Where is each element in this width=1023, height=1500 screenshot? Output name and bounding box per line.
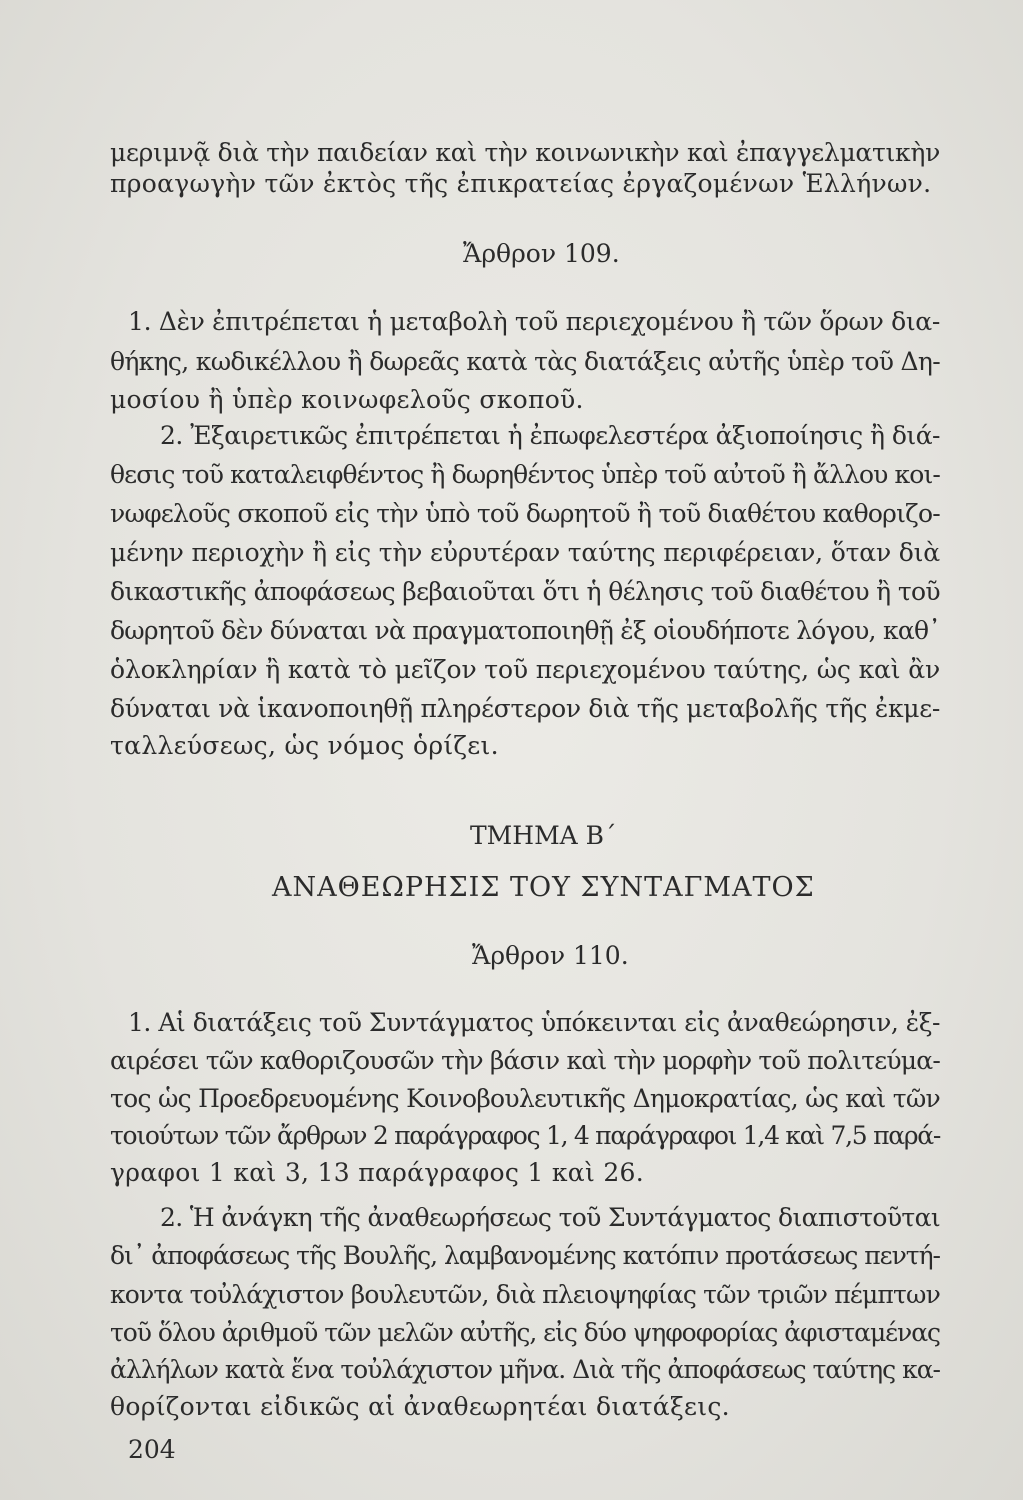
text-line: τοιούτων τῶν ἄρθρων 2 παράγραφος 1, 4 παράγραφοι 1,4 καὶ 7,5 παρά- [110,1121,940,1150]
text-line: δύναται νὰ ἱκανοποιηθῇ πληρέστερον διὰ τῆς μεταβολῆς τῆς ἐκμε- [110,694,940,723]
text-line: θήκης, κωδικέλλου ἢ δωρεᾶς κατὰ τὰς διατάξεις αὐτῆς ὑπὲρ τοῦ Δη- [110,347,940,376]
text-line: 2. Ἡ ἀνάγκη τῆς ἀναθεωρήσεως τοῦ Συντάγματος διαπιστοῦται [160,1203,940,1232]
text-line: μοσίου ἢ ὑπὲρ κοινωφελοῦς σκοποῦ. [110,385,584,414]
text-line: κοντα τοὐλάχιστον βουλευτῶν, διὰ πλειοψηφίας τῶν τριῶν πέμπτων [110,1280,940,1309]
text-line: δι᾽ ἀποφάσεως τῆς Βουλῆς, λαμβανομένης κατόπιν προτάσεως πεντή- [110,1241,940,1270]
text-line: ταλλεύσεως, ὡς νόμος ὁρίζει. [110,731,499,760]
page-number: 204 [128,1435,176,1464]
text-line: 1. Δὲν ἐπιτρέπεται ἡ μεταβολὴ τοῦ περιεχομένου ἢ τῶν ὅρων δια- [128,307,940,336]
text-line: αιρέσει τῶν καθοριζουσῶν τὴν βάσιν καὶ τὴν μορφὴν τοῦ πολιτεύμα- [110,1046,940,1075]
section-label: ΤΜΗΜΑ Β΄ [470,821,617,850]
text-line: τος ὡς Προεδρευομένης Κοινοβουλευτικῆς Δημοκρατίας, ὡς καὶ τῶν [110,1084,940,1113]
text-line: νωφελοῦς σκοποῦ εἰς τὴν ὑπὸ τοῦ δωρητοῦ ἢ τοῦ διαθέτου καθοριζο- [110,499,940,528]
text-line: θορίζονται εἰδικῶς αἱ ἀναθεωρητέαι διατάξεις. [110,1392,730,1421]
article-110-heading: Ἄρθρον 110. [472,941,629,970]
text-line: μεριμνᾷ διὰ τὴν παιδείαν καὶ τὴν κοινωνικὴν καὶ ἐπαγγελματικὴν [110,138,940,167]
text-line: γραφοι 1 καὶ 3, 13 παράγραφος 1 καὶ 26. [110,1158,644,1187]
text-line: θεσις τοῦ καταλειφθέντος ἢ δωρηθέντος ὑπὲρ τοῦ αὐτοῦ ἢ ἄλλου κοι- [110,460,940,489]
text-line: ὁλοκληρίαν ἢ κατὰ τὸ μεῖζον τοῦ περιεχομένου ταύτης, ὡς καὶ ἂν [110,655,940,684]
text-line: δωρητοῦ δὲν δύναται νὰ πραγματοποιηθῇ ἐξ οἱουδήποτε λόγου, καθ᾽ [110,616,940,645]
text-line: 1. Αἱ διατάξεις τοῦ Συντάγματος ὑπόκεινται εἰς ἀναθεώρησιν, ἐξ- [128,1008,940,1037]
text-line: προαγωγὴν τῶν ἐκτὸς τῆς ἐπικρατείας ἐργαζομένων Ἑλλήνων. [110,169,932,198]
text-line: δικαστικῆς ἀποφάσεως βεβαιοῦται ὅτι ἡ θέλησις τοῦ διαθέτου ἢ τοῦ [110,577,940,606]
article-109-heading: Ἄρθρον 109. [463,239,620,268]
section-title: ΑΝΑΘΕΩΡΗΣΙΣ ΤΟΥ ΣΥΝΤΑΓΜΑΤΟΣ [272,872,815,903]
text-line: 2. Ἐξαιρετικῶς ἐπιτρέπεται ἡ ἐπωφελεστέρα ἀξιοποίησις ἢ διά- [160,421,940,450]
text-line: μένην περιοχὴν ἢ εἰς τὴν εὐρυτέραν ταύτης περιφέρειαν, ὅταν διὰ [110,538,940,567]
text-line: τοῦ ὅλου ἀριθμοῦ τῶν μελῶν αὐτῆς, εἰς δύο ψηφοφορίας ἀφισταμένας [110,1318,940,1347]
text-line: ἀλλήλων κατὰ ἕνα τοὐλάχιστον μῆνα. Διὰ τῆς ἀποφάσεως ταύτης κα- [110,1355,940,1384]
